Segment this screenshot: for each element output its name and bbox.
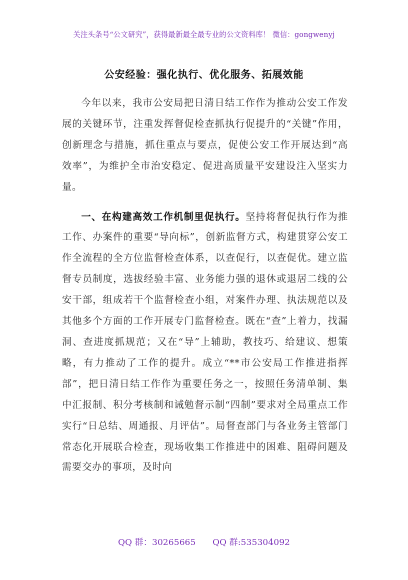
footer-qq-group-2: QQ 群:535304092 [212,538,291,548]
header-notice: 关注头条号“公文研究”，获得最新最全最专业的公文资料库！ 微信：gongwenyj [73,30,335,39]
footer-qq-group-1: QQ 群：30265665 [117,538,196,548]
page-title: 公安经验：强化执行、优化服务、拓展效能 [104,70,304,81]
section-1-body: 坚持将督促执行作为推工作、办案件的重要“导向标”，创新监督方式，构建贯穿公安工作全流程的全方位监督检查体系，以查促行，以查促优。建立监督专员制度，选拔经验丰富、业务能力强的退休或退居二线的公安干部，组成若干个监督检查小组，对案件办理、执法规范以及其他多个方面的工作开展专门监督检查。既在“查”上着力，找漏洞、查进度抓规范；又在“导”上辅助，教技巧、给建议、想策略，有力推动了工作的提升。成立“**市公安局工作推进指挥部”，把日清日结工作作为重要任务之一，按照任务清单制、集中汇报制、积分考核制和诫勉督示制“四制”要求对全局重点工作实行“日总结、周通报、月评估”。局督查部门与各业务主管部门常态化开展联合检查，现场收集工作推进中的困难、阻碍问题及需要交办的事项，及时向 [62,211,349,474]
section-1-paragraph [62,208,348,480]
intro-paragraph: 今年以来，我市公安局把日清日结工作作为推动公安工作发展的关键环节，注重发挥督促检查抓执行促提升的“关键”作用，创新理念与措施，抓住重点与要点，促使公安工作开展达到“高效率”，为维护全市治安稳定、促进高质量平安建设注入坚实力量。 [62,98,348,193]
section-1-heading: 一、在构建高效工作机制里促执行。 [81,211,246,223]
document-body [62,94,348,479]
footer-contact [0,536,408,548]
